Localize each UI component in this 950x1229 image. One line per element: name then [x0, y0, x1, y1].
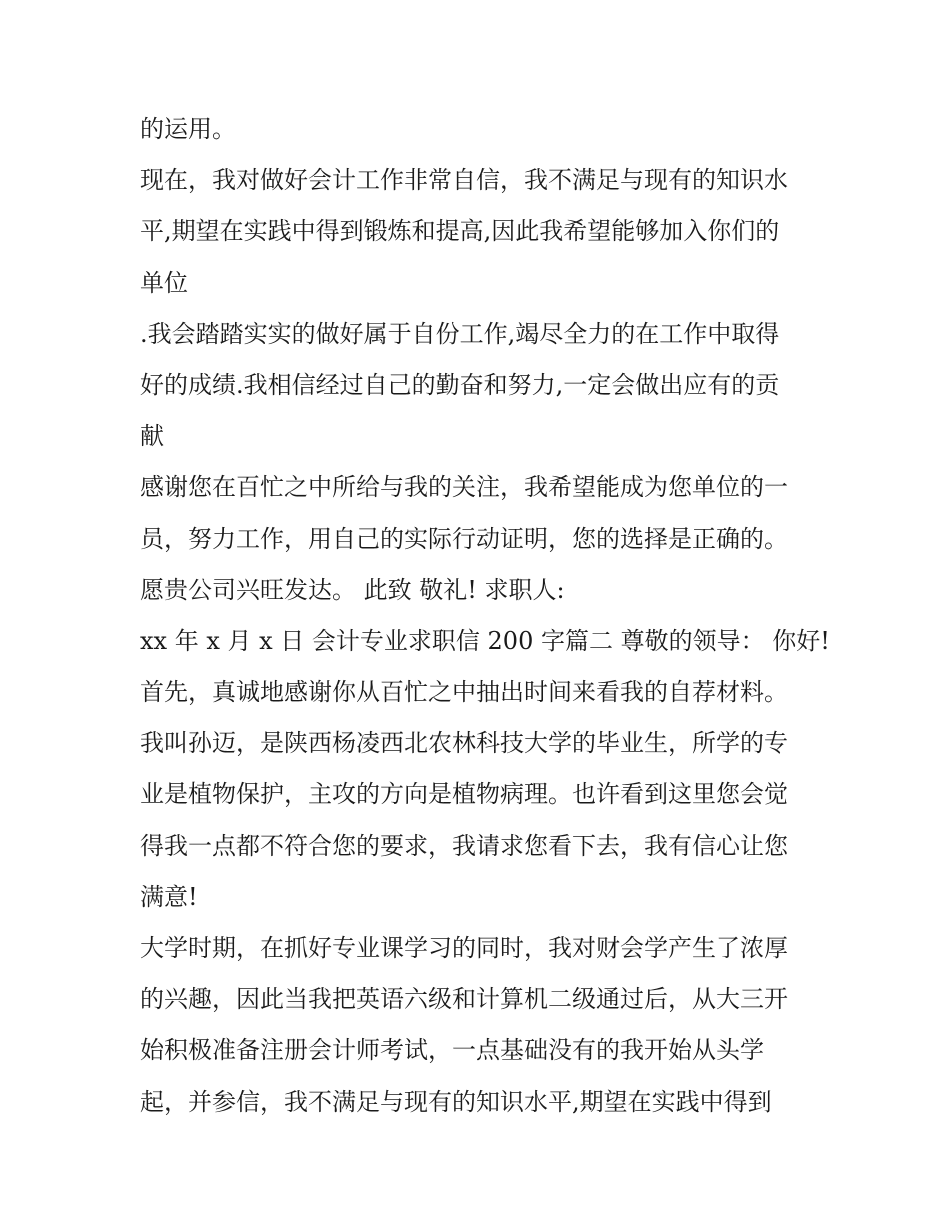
text-line: 现在，我对做好会计工作非常自信，我不满足与现有的知识水 [140, 166, 788, 195]
text-line: .我会踏踏实实的做好属于自份工作,竭尽全力的在工作中取得 [140, 319, 780, 348]
text-line: xx 年 x 月 x 日 会计专业求职信 200 字篇二 尊敬的领导： 你好! [140, 626, 830, 655]
text-line: 我叫孙迈，是陕西杨凌西北农林科技大学的毕业生，所学的专 [140, 729, 788, 758]
text-line: 愿贵公司兴旺发达。 此致 敬礼! 求职人: [140, 575, 565, 604]
text-line: 员，努力工作，用自己的实际行动证明，您的选择是正确的。 [140, 524, 788, 553]
text-line: 满意! [140, 882, 198, 911]
text-line: 的兴趣，因此当我把英语六级和计算机二级通过后，从大三开 [140, 985, 788, 1014]
text-line: 单位 [140, 268, 188, 297]
text-line: 献 [140, 422, 164, 451]
text-line: 首先，真诚地感谢你从百忙之中抽出时间来看我的自荐材料。 [140, 678, 788, 707]
text-line: 平,期望在实践中得到锻炼和提高,因此我希望能够加入你们的 [140, 217, 780, 246]
text-line: 的运用。 [140, 115, 236, 143]
document-body [140, 104, 830, 1128]
text-line: 大学时期，在抓好专业课学习的同时，我对财会学产生了浓厚 [140, 934, 788, 962]
text-line: 感谢您在百忙之中所给与我的关注，我希望能成为您单位的一 [140, 473, 788, 502]
text-line: 始积极准备注册会计师考试，一点基础没有的我开始从头学 [140, 1036, 764, 1065]
text-line: 好的成绩.我相信经过自己的勤奋和努力,一定会做出应有的贡 [140, 370, 780, 399]
text-line: 业是植物保护，主攻的方向是植物病理。也许看到这里您会觉 [140, 780, 788, 809]
text-line: 起，并参信，我不满足与现有的知识水平,期望在实践中得到 [140, 1087, 772, 1116]
text-line: 得我一点都不符合您的要求，我请求您看下去，我有信心让您 [140, 831, 788, 860]
